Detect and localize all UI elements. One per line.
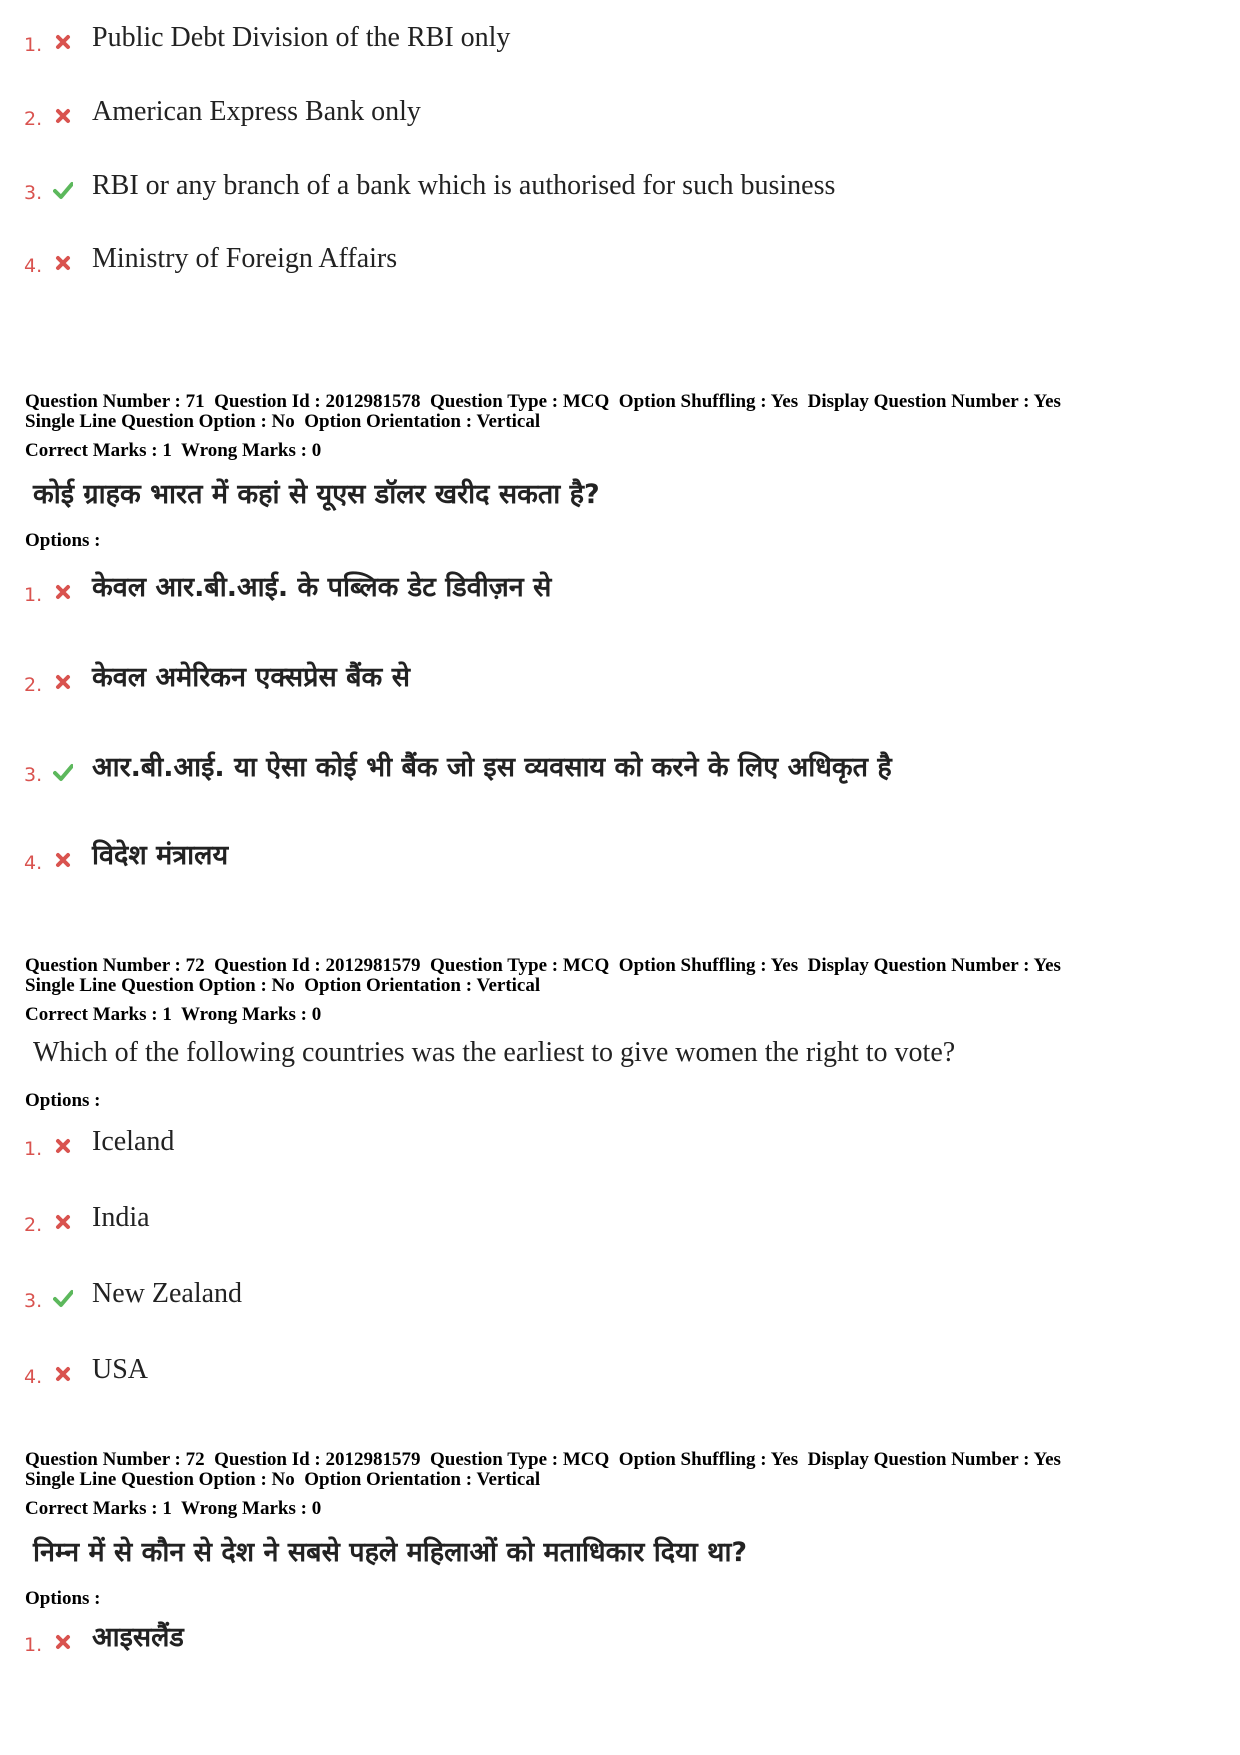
marks-line: Correct Marks : 1 Wrong Marks : 0 — [25, 1498, 322, 1519]
option-number: 3. — [24, 182, 43, 204]
question-text: Which of the following countries was the earliest to give women the right to vote? — [33, 1037, 956, 1068]
option-number: 1. — [24, 1634, 43, 1656]
option-number: 1. — [24, 584, 43, 606]
wrong-cross-icon — [53, 1136, 73, 1156]
correct-check-icon — [53, 180, 73, 200]
option-row — [24, 1352, 1174, 1392]
question-meta-line: Single Line Question Option : No Option Orientation : Vertical — [25, 1469, 541, 1490]
option-row — [24, 1276, 1174, 1316]
option-row — [24, 1620, 1174, 1660]
option-number: 4. — [24, 1366, 43, 1388]
wrong-cross-icon — [53, 1364, 73, 1384]
option-number: 4. — [24, 852, 43, 874]
option-row — [24, 570, 1174, 610]
options-label: Options : — [25, 530, 101, 551]
option-text: RBI or any branch of a bank which is authorised for such business — [92, 170, 836, 201]
option-text: USA — [92, 1354, 149, 1385]
option-row — [24, 750, 1174, 790]
option-text: Iceland — [92, 1126, 175, 1157]
option-number: 1. — [24, 34, 43, 56]
wrong-cross-icon — [53, 1212, 73, 1232]
option-text: Public Debt Division of the RBI only — [92, 22, 511, 53]
option-number: 4. — [24, 255, 43, 277]
option-text: केवल अमेरिकन एक्सप्रेस बैंक से — [92, 662, 410, 693]
correct-check-icon — [53, 762, 73, 782]
option-row — [24, 1124, 1174, 1164]
option-row — [24, 168, 1174, 208]
option-number: 2. — [24, 1214, 43, 1236]
wrong-cross-icon — [53, 582, 73, 602]
option-text: आइसलैंड — [92, 1622, 184, 1653]
wrong-cross-icon — [53, 253, 73, 273]
wrong-cross-icon — [53, 1632, 73, 1652]
option-text: केवल आर.बी.आई. के पब्लिक डेट डिवीज़न से — [92, 572, 552, 603]
option-number: 2. — [24, 674, 43, 696]
option-number: 1. — [24, 1138, 43, 1160]
option-row — [24, 241, 1174, 281]
options-label: Options : — [25, 1588, 101, 1609]
option-row — [24, 1200, 1174, 1240]
option-number: 2. — [24, 108, 43, 130]
question-meta-line: Question Number : 71 Question Id : 2012981578 Question Type : MCQ Option Shuffling : Yes Display Question Number : Yes — [25, 391, 1061, 412]
option-row — [24, 838, 1174, 878]
wrong-cross-icon — [53, 850, 73, 870]
wrong-cross-icon — [53, 106, 73, 126]
correct-check-icon — [53, 1288, 73, 1308]
wrong-cross-icon — [53, 672, 73, 692]
question-text: कोई ग्राहक भारत में कहां से यूएस डॉलर खरीद सकता है? — [33, 479, 600, 510]
wrong-cross-icon — [53, 32, 73, 52]
option-text: विदेश मंत्रालय — [92, 840, 229, 871]
question-meta-line: Question Number : 72 Question Id : 2012981579 Question Type : MCQ Option Shuffling : Yes Display Question Number : Yes — [25, 955, 1061, 976]
option-text: American Express Bank only — [92, 96, 421, 127]
question-meta-line: Question Number : 72 Question Id : 2012981579 Question Type : MCQ Option Shuffling : Yes Display Question Number : Yes — [25, 1449, 1061, 1470]
question-text: निम्न में से कौन से देश ने सबसे पहले महिलाओं को मताधिकार दिया था? — [33, 1537, 748, 1568]
marks-line: Correct Marks : 1 Wrong Marks : 0 — [25, 440, 322, 461]
option-number: 3. — [24, 1290, 43, 1312]
options-label: Options : — [25, 1090, 101, 1111]
option-row — [24, 660, 1174, 700]
option-number: 3. — [24, 764, 43, 786]
marks-line: Correct Marks : 1 Wrong Marks : 0 — [25, 1004, 322, 1025]
option-text: Ministry of Foreign Affairs — [92, 243, 398, 274]
option-text: आर.बी.आई. या ऐसा कोई भी बैंक जो इस व्यवसाय को करने के लिए अधिकृत है — [92, 752, 892, 783]
question-meta-line: Single Line Question Option : No Option Orientation : Vertical — [25, 975, 541, 996]
option-row — [24, 94, 1174, 134]
option-text: New Zealand — [92, 1278, 243, 1309]
option-text: India — [92, 1202, 150, 1233]
question-meta-line: Single Line Question Option : No Option Orientation : Vertical — [25, 411, 541, 432]
option-row — [24, 20, 1174, 60]
